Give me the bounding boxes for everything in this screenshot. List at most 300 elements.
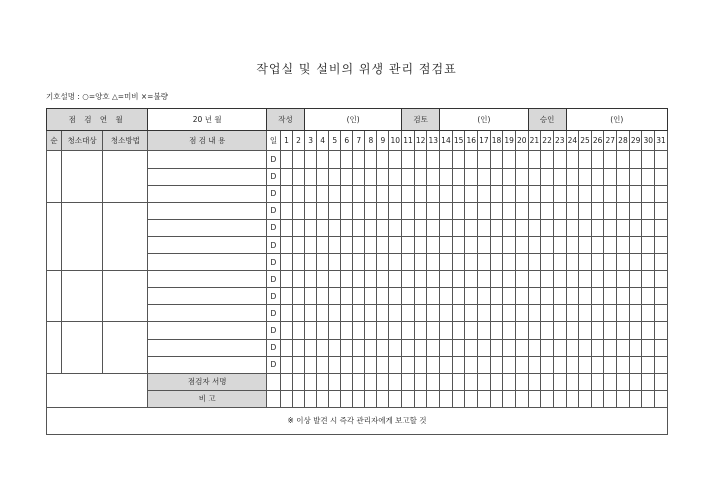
check-cell[interactable]: [280, 185, 292, 202]
check-cell[interactable]: [553, 219, 566, 236]
check-cell[interactable]: [490, 151, 503, 168]
check-cell[interactable]: [280, 168, 292, 185]
check-cell[interactable]: [402, 305, 415, 322]
check-cell[interactable]: [280, 322, 292, 339]
check-cell[interactable]: [414, 322, 427, 339]
check-cell[interactable]: [503, 339, 516, 356]
check-cell[interactable]: [478, 305, 491, 322]
check-cell[interactable]: [305, 322, 317, 339]
check-cell[interactable]: [427, 305, 440, 322]
check-cell[interactable]: [579, 185, 592, 202]
check-cell[interactable]: [305, 219, 317, 236]
check-cell[interactable]: [427, 322, 440, 339]
sign-cell[interactable]: [604, 373, 617, 390]
sign-cell[interactable]: [579, 373, 592, 390]
check-cell[interactable]: [642, 339, 655, 356]
check-cell[interactable]: [566, 168, 579, 185]
check-cell[interactable]: [452, 356, 465, 373]
check-cell[interactable]: [629, 151, 642, 168]
check-cell[interactable]: [402, 271, 415, 288]
check-cell[interactable]: [317, 339, 329, 356]
check-cell[interactable]: [377, 288, 389, 305]
group-1-target[interactable]: [62, 151, 103, 202]
check-cell[interactable]: [617, 219, 630, 236]
check-cell[interactable]: [465, 202, 478, 219]
check-cell[interactable]: [414, 356, 427, 373]
check-cell[interactable]: [440, 168, 453, 185]
check-cell[interactable]: [452, 271, 465, 288]
check-cell[interactable]: [604, 236, 617, 253]
remarks-day-cell[interactable]: [365, 390, 377, 407]
check-cell[interactable]: [377, 322, 389, 339]
check-cell[interactable]: [465, 339, 478, 356]
check-cell[interactable]: [642, 271, 655, 288]
check-cell[interactable]: [655, 305, 668, 322]
check-cell[interactable]: [389, 236, 402, 253]
check-cell[interactable]: [604, 288, 617, 305]
check-cell[interactable]: [515, 322, 528, 339]
check-cell[interactable]: [528, 254, 541, 271]
check-cell[interactable]: [629, 288, 642, 305]
check-cell[interactable]: [341, 305, 353, 322]
check-cell[interactable]: [305, 339, 317, 356]
check-cell[interactable]: [541, 168, 554, 185]
check-cell[interactable]: [452, 254, 465, 271]
check-cell[interactable]: [617, 288, 630, 305]
group-2-target[interactable]: [62, 202, 103, 270]
check-cell[interactable]: [452, 168, 465, 185]
check-cell[interactable]: [305, 288, 317, 305]
check-cell[interactable]: [440, 236, 453, 253]
check-cell[interactable]: [293, 254, 305, 271]
sign-cell[interactable]: [566, 373, 579, 390]
check-cell[interactable]: [579, 236, 592, 253]
check-cell[interactable]: [402, 356, 415, 373]
check-cell[interactable]: [353, 288, 365, 305]
check-cell[interactable]: [553, 322, 566, 339]
check-cell[interactable]: [280, 236, 292, 253]
check-cell[interactable]: [402, 339, 415, 356]
check-cell[interactable]: [528, 202, 541, 219]
check-cell[interactable]: [591, 356, 604, 373]
check-cell[interactable]: [329, 271, 341, 288]
remarks-day-cell[interactable]: [617, 390, 630, 407]
check-cell[interactable]: [617, 202, 630, 219]
check-cell[interactable]: [465, 322, 478, 339]
check-cell[interactable]: [503, 202, 516, 219]
remarks-day-cell[interactable]: [528, 390, 541, 407]
check-cell[interactable]: [528, 271, 541, 288]
check-cell[interactable]: [503, 271, 516, 288]
check-content-cell[interactable]: [148, 322, 266, 339]
check-cell[interactable]: [341, 185, 353, 202]
check-cell[interactable]: [317, 322, 329, 339]
check-cell[interactable]: [414, 236, 427, 253]
check-cell[interactable]: [515, 288, 528, 305]
check-cell[interactable]: [280, 356, 292, 373]
check-cell[interactable]: [317, 288, 329, 305]
check-cell[interactable]: [280, 254, 292, 271]
check-cell[interactable]: [629, 236, 642, 253]
check-cell[interactable]: [440, 254, 453, 271]
check-cell[interactable]: [414, 254, 427, 271]
check-cell[interactable]: [579, 339, 592, 356]
check-cell[interactable]: [541, 236, 554, 253]
check-cell[interactable]: [280, 288, 292, 305]
check-cell[interactable]: [503, 288, 516, 305]
check-cell[interactable]: [503, 254, 516, 271]
check-cell[interactable]: [365, 356, 377, 373]
check-cell[interactable]: [317, 151, 329, 168]
check-cell[interactable]: [465, 151, 478, 168]
check-cell[interactable]: [341, 322, 353, 339]
check-cell[interactable]: [591, 254, 604, 271]
check-cell[interactable]: [655, 288, 668, 305]
check-cell[interactable]: [655, 185, 668, 202]
remarks-day-cell[interactable]: [566, 390, 579, 407]
check-cell[interactable]: [305, 202, 317, 219]
check-cell[interactable]: [541, 356, 554, 373]
write-seal[interactable]: (인): [305, 109, 402, 131]
check-cell[interactable]: [365, 219, 377, 236]
check-cell[interactable]: [329, 219, 341, 236]
check-cell[interactable]: [528, 168, 541, 185]
check-cell[interactable]: [604, 356, 617, 373]
check-cell[interactable]: [478, 236, 491, 253]
check-cell[interactable]: [414, 339, 427, 356]
check-cell[interactable]: [604, 305, 617, 322]
remarks-day-cell[interactable]: [452, 390, 465, 407]
check-cell[interactable]: [465, 185, 478, 202]
check-cell[interactable]: [490, 236, 503, 253]
check-cell[interactable]: [452, 288, 465, 305]
check-cell[interactable]: [317, 219, 329, 236]
check-cell[interactable]: [389, 322, 402, 339]
check-cell[interactable]: [365, 202, 377, 219]
check-cell[interactable]: [655, 254, 668, 271]
check-cell[interactable]: [591, 185, 604, 202]
sign-cell[interactable]: [365, 373, 377, 390]
check-cell[interactable]: [293, 339, 305, 356]
check-cell[interactable]: [389, 168, 402, 185]
check-content-cell[interactable]: [148, 254, 266, 271]
check-cell[interactable]: [329, 305, 341, 322]
check-cell[interactable]: [528, 339, 541, 356]
check-cell[interactable]: [642, 185, 655, 202]
check-cell[interactable]: [642, 236, 655, 253]
check-cell[interactable]: [329, 151, 341, 168]
check-cell[interactable]: [604, 185, 617, 202]
check-cell[interactable]: [427, 271, 440, 288]
sign-cell[interactable]: [317, 373, 329, 390]
check-cell[interactable]: [617, 185, 630, 202]
remarks-day-cell[interactable]: [280, 390, 292, 407]
check-cell[interactable]: [579, 288, 592, 305]
check-cell[interactable]: [377, 339, 389, 356]
check-cell[interactable]: [317, 168, 329, 185]
check-cell[interactable]: [566, 254, 579, 271]
check-cell[interactable]: [604, 168, 617, 185]
check-cell[interactable]: [591, 219, 604, 236]
check-cell[interactable]: [365, 236, 377, 253]
group-4-method[interactable]: [103, 322, 148, 373]
check-cell[interactable]: [389, 202, 402, 219]
check-cell[interactable]: [329, 254, 341, 271]
check-cell[interactable]: [427, 168, 440, 185]
check-cell[interactable]: [591, 271, 604, 288]
sign-cell[interactable]: [465, 373, 478, 390]
check-cell[interactable]: [389, 271, 402, 288]
check-cell[interactable]: [617, 339, 630, 356]
sign-cell[interactable]: [280, 373, 292, 390]
check-cell[interactable]: [629, 254, 642, 271]
remarks-day-cell[interactable]: [440, 390, 453, 407]
check-cell[interactable]: [452, 305, 465, 322]
remarks-day-cell[interactable]: [478, 390, 491, 407]
check-cell[interactable]: [365, 168, 377, 185]
check-cell[interactable]: [579, 219, 592, 236]
check-cell[interactable]: [427, 356, 440, 373]
check-cell[interactable]: [353, 219, 365, 236]
remarks-day-cell[interactable]: [305, 390, 317, 407]
check-cell[interactable]: [452, 339, 465, 356]
check-cell[interactable]: [440, 322, 453, 339]
check-cell[interactable]: [365, 305, 377, 322]
group-1-no[interactable]: [47, 151, 62, 202]
check-cell[interactable]: [566, 151, 579, 168]
check-cell[interactable]: [280, 339, 292, 356]
check-cell[interactable]: [553, 356, 566, 373]
check-cell[interactable]: [389, 305, 402, 322]
check-cell[interactable]: [377, 356, 389, 373]
check-cell[interactable]: [566, 339, 579, 356]
check-cell[interactable]: [579, 356, 592, 373]
check-cell[interactable]: [293, 168, 305, 185]
check-cell[interactable]: [305, 185, 317, 202]
check-cell[interactable]: [655, 339, 668, 356]
check-cell[interactable]: [629, 322, 642, 339]
group-3-target[interactable]: [62, 271, 103, 322]
check-cell[interactable]: [591, 305, 604, 322]
check-cell[interactable]: [629, 271, 642, 288]
check-cell[interactable]: [377, 271, 389, 288]
check-cell[interactable]: [617, 168, 630, 185]
check-cell[interactable]: [553, 254, 566, 271]
check-cell[interactable]: [353, 254, 365, 271]
check-cell[interactable]: [353, 356, 365, 373]
check-cell[interactable]: [503, 305, 516, 322]
check-cell[interactable]: [353, 236, 365, 253]
check-cell[interactable]: [617, 151, 630, 168]
check-cell[interactable]: [515, 339, 528, 356]
check-content-cell[interactable]: [148, 202, 266, 219]
check-cell[interactable]: [377, 254, 389, 271]
check-cell[interactable]: [293, 236, 305, 253]
remarks-day-cell[interactable]: [604, 390, 617, 407]
check-cell[interactable]: [490, 339, 503, 356]
check-cell[interactable]: [465, 254, 478, 271]
check-cell[interactable]: [414, 151, 427, 168]
check-cell[interactable]: [541, 219, 554, 236]
check-cell[interactable]: [642, 151, 655, 168]
check-cell[interactable]: [541, 151, 554, 168]
check-cell[interactable]: [329, 168, 341, 185]
check-content-cell[interactable]: [148, 236, 266, 253]
check-cell[interactable]: [629, 202, 642, 219]
check-cell[interactable]: [353, 151, 365, 168]
check-cell[interactable]: [553, 305, 566, 322]
inspector-sign-cell[interactable]: [266, 373, 280, 390]
group-2-method[interactable]: [103, 202, 148, 270]
check-cell[interactable]: [528, 236, 541, 253]
check-cell[interactable]: [377, 202, 389, 219]
sign-cell[interactable]: [490, 373, 503, 390]
check-cell[interactable]: [528, 151, 541, 168]
check-content-cell[interactable]: [148, 288, 266, 305]
check-cell[interactable]: [427, 185, 440, 202]
remarks-cell[interactable]: [266, 390, 280, 407]
check-cell[interactable]: [389, 185, 402, 202]
check-cell[interactable]: [465, 356, 478, 373]
check-cell[interactable]: [655, 202, 668, 219]
check-cell[interactable]: [629, 185, 642, 202]
check-cell[interactable]: [427, 254, 440, 271]
check-cell[interactable]: [503, 168, 516, 185]
check-cell[interactable]: [402, 185, 415, 202]
check-cell[interactable]: [579, 305, 592, 322]
check-cell[interactable]: [427, 151, 440, 168]
sign-cell[interactable]: [293, 373, 305, 390]
check-cell[interactable]: [553, 236, 566, 253]
check-cell[interactable]: [579, 202, 592, 219]
group-4-target[interactable]: [62, 322, 103, 373]
check-cell[interactable]: [414, 202, 427, 219]
check-cell[interactable]: [353, 271, 365, 288]
check-cell[interactable]: [377, 185, 389, 202]
check-cell[interactable]: [566, 219, 579, 236]
check-cell[interactable]: [329, 339, 341, 356]
sign-cell[interactable]: [353, 373, 365, 390]
check-cell[interactable]: [305, 168, 317, 185]
check-cell[interactable]: [478, 168, 491, 185]
check-cell[interactable]: [490, 219, 503, 236]
sign-cell[interactable]: [452, 373, 465, 390]
check-cell[interactable]: [591, 202, 604, 219]
check-cell[interactable]: [655, 271, 668, 288]
check-cell[interactable]: [515, 185, 528, 202]
remarks-day-cell[interactable]: [341, 390, 353, 407]
check-cell[interactable]: [642, 305, 655, 322]
group-4-no[interactable]: [47, 322, 62, 373]
check-cell[interactable]: [427, 219, 440, 236]
check-cell[interactable]: [553, 339, 566, 356]
check-cell[interactable]: [553, 271, 566, 288]
check-cell[interactable]: [528, 322, 541, 339]
check-cell[interactable]: [566, 185, 579, 202]
check-cell[interactable]: [604, 151, 617, 168]
check-cell[interactable]: [579, 254, 592, 271]
check-cell[interactable]: [591, 322, 604, 339]
check-cell[interactable]: [503, 236, 516, 253]
remarks-day-cell[interactable]: [293, 390, 305, 407]
check-cell[interactable]: [414, 288, 427, 305]
check-cell[interactable]: [503, 185, 516, 202]
remarks-day-cell[interactable]: [579, 390, 592, 407]
period-value[interactable]: 20 년 월: [148, 109, 266, 131]
sign-cell[interactable]: [655, 373, 668, 390]
check-cell[interactable]: [293, 219, 305, 236]
check-cell[interactable]: [478, 271, 491, 288]
check-cell[interactable]: [541, 202, 554, 219]
check-cell[interactable]: [341, 271, 353, 288]
check-cell[interactable]: [579, 271, 592, 288]
check-cell[interactable]: [541, 322, 554, 339]
check-cell[interactable]: [377, 219, 389, 236]
check-cell[interactable]: [305, 151, 317, 168]
remarks-day-cell[interactable]: [515, 390, 528, 407]
check-cell[interactable]: [490, 288, 503, 305]
check-cell[interactable]: [329, 356, 341, 373]
check-cell[interactable]: [427, 288, 440, 305]
check-cell[interactable]: [515, 254, 528, 271]
check-cell[interactable]: [452, 219, 465, 236]
check-cell[interactable]: [317, 305, 329, 322]
check-cell[interactable]: [553, 202, 566, 219]
check-cell[interactable]: [553, 185, 566, 202]
check-cell[interactable]: [377, 151, 389, 168]
check-cell[interactable]: [465, 271, 478, 288]
check-cell[interactable]: [541, 305, 554, 322]
check-cell[interactable]: [341, 151, 353, 168]
check-cell[interactable]: [541, 271, 554, 288]
check-cell[interactable]: [553, 151, 566, 168]
check-cell[interactable]: [553, 168, 566, 185]
check-cell[interactable]: [566, 288, 579, 305]
check-cell[interactable]: [629, 356, 642, 373]
check-cell[interactable]: [629, 168, 642, 185]
check-cell[interactable]: [591, 168, 604, 185]
check-cell[interactable]: [515, 271, 528, 288]
check-cell[interactable]: [365, 339, 377, 356]
check-cell[interactable]: [293, 202, 305, 219]
remarks-day-cell[interactable]: [503, 390, 516, 407]
check-content-cell[interactable]: [148, 185, 266, 202]
check-cell[interactable]: [389, 254, 402, 271]
check-cell[interactable]: [490, 185, 503, 202]
check-cell[interactable]: [503, 356, 516, 373]
check-cell[interactable]: [490, 305, 503, 322]
check-cell[interactable]: [478, 288, 491, 305]
check-cell[interactable]: [305, 236, 317, 253]
check-cell[interactable]: [566, 271, 579, 288]
group-2-no[interactable]: [47, 202, 62, 270]
group-1-method[interactable]: [103, 151, 148, 202]
check-cell[interactable]: [440, 288, 453, 305]
check-cell[interactable]: [341, 168, 353, 185]
check-cell[interactable]: [541, 254, 554, 271]
remarks-day-cell[interactable]: [541, 390, 554, 407]
check-cell[interactable]: [503, 322, 516, 339]
sign-cell[interactable]: [440, 373, 453, 390]
check-cell[interactable]: [528, 288, 541, 305]
check-cell[interactable]: [280, 202, 292, 219]
check-cell[interactable]: [377, 305, 389, 322]
sign-cell[interactable]: [427, 373, 440, 390]
remarks-day-cell[interactable]: [490, 390, 503, 407]
check-cell[interactable]: [553, 288, 566, 305]
check-cell[interactable]: [341, 288, 353, 305]
sign-cell[interactable]: [515, 373, 528, 390]
